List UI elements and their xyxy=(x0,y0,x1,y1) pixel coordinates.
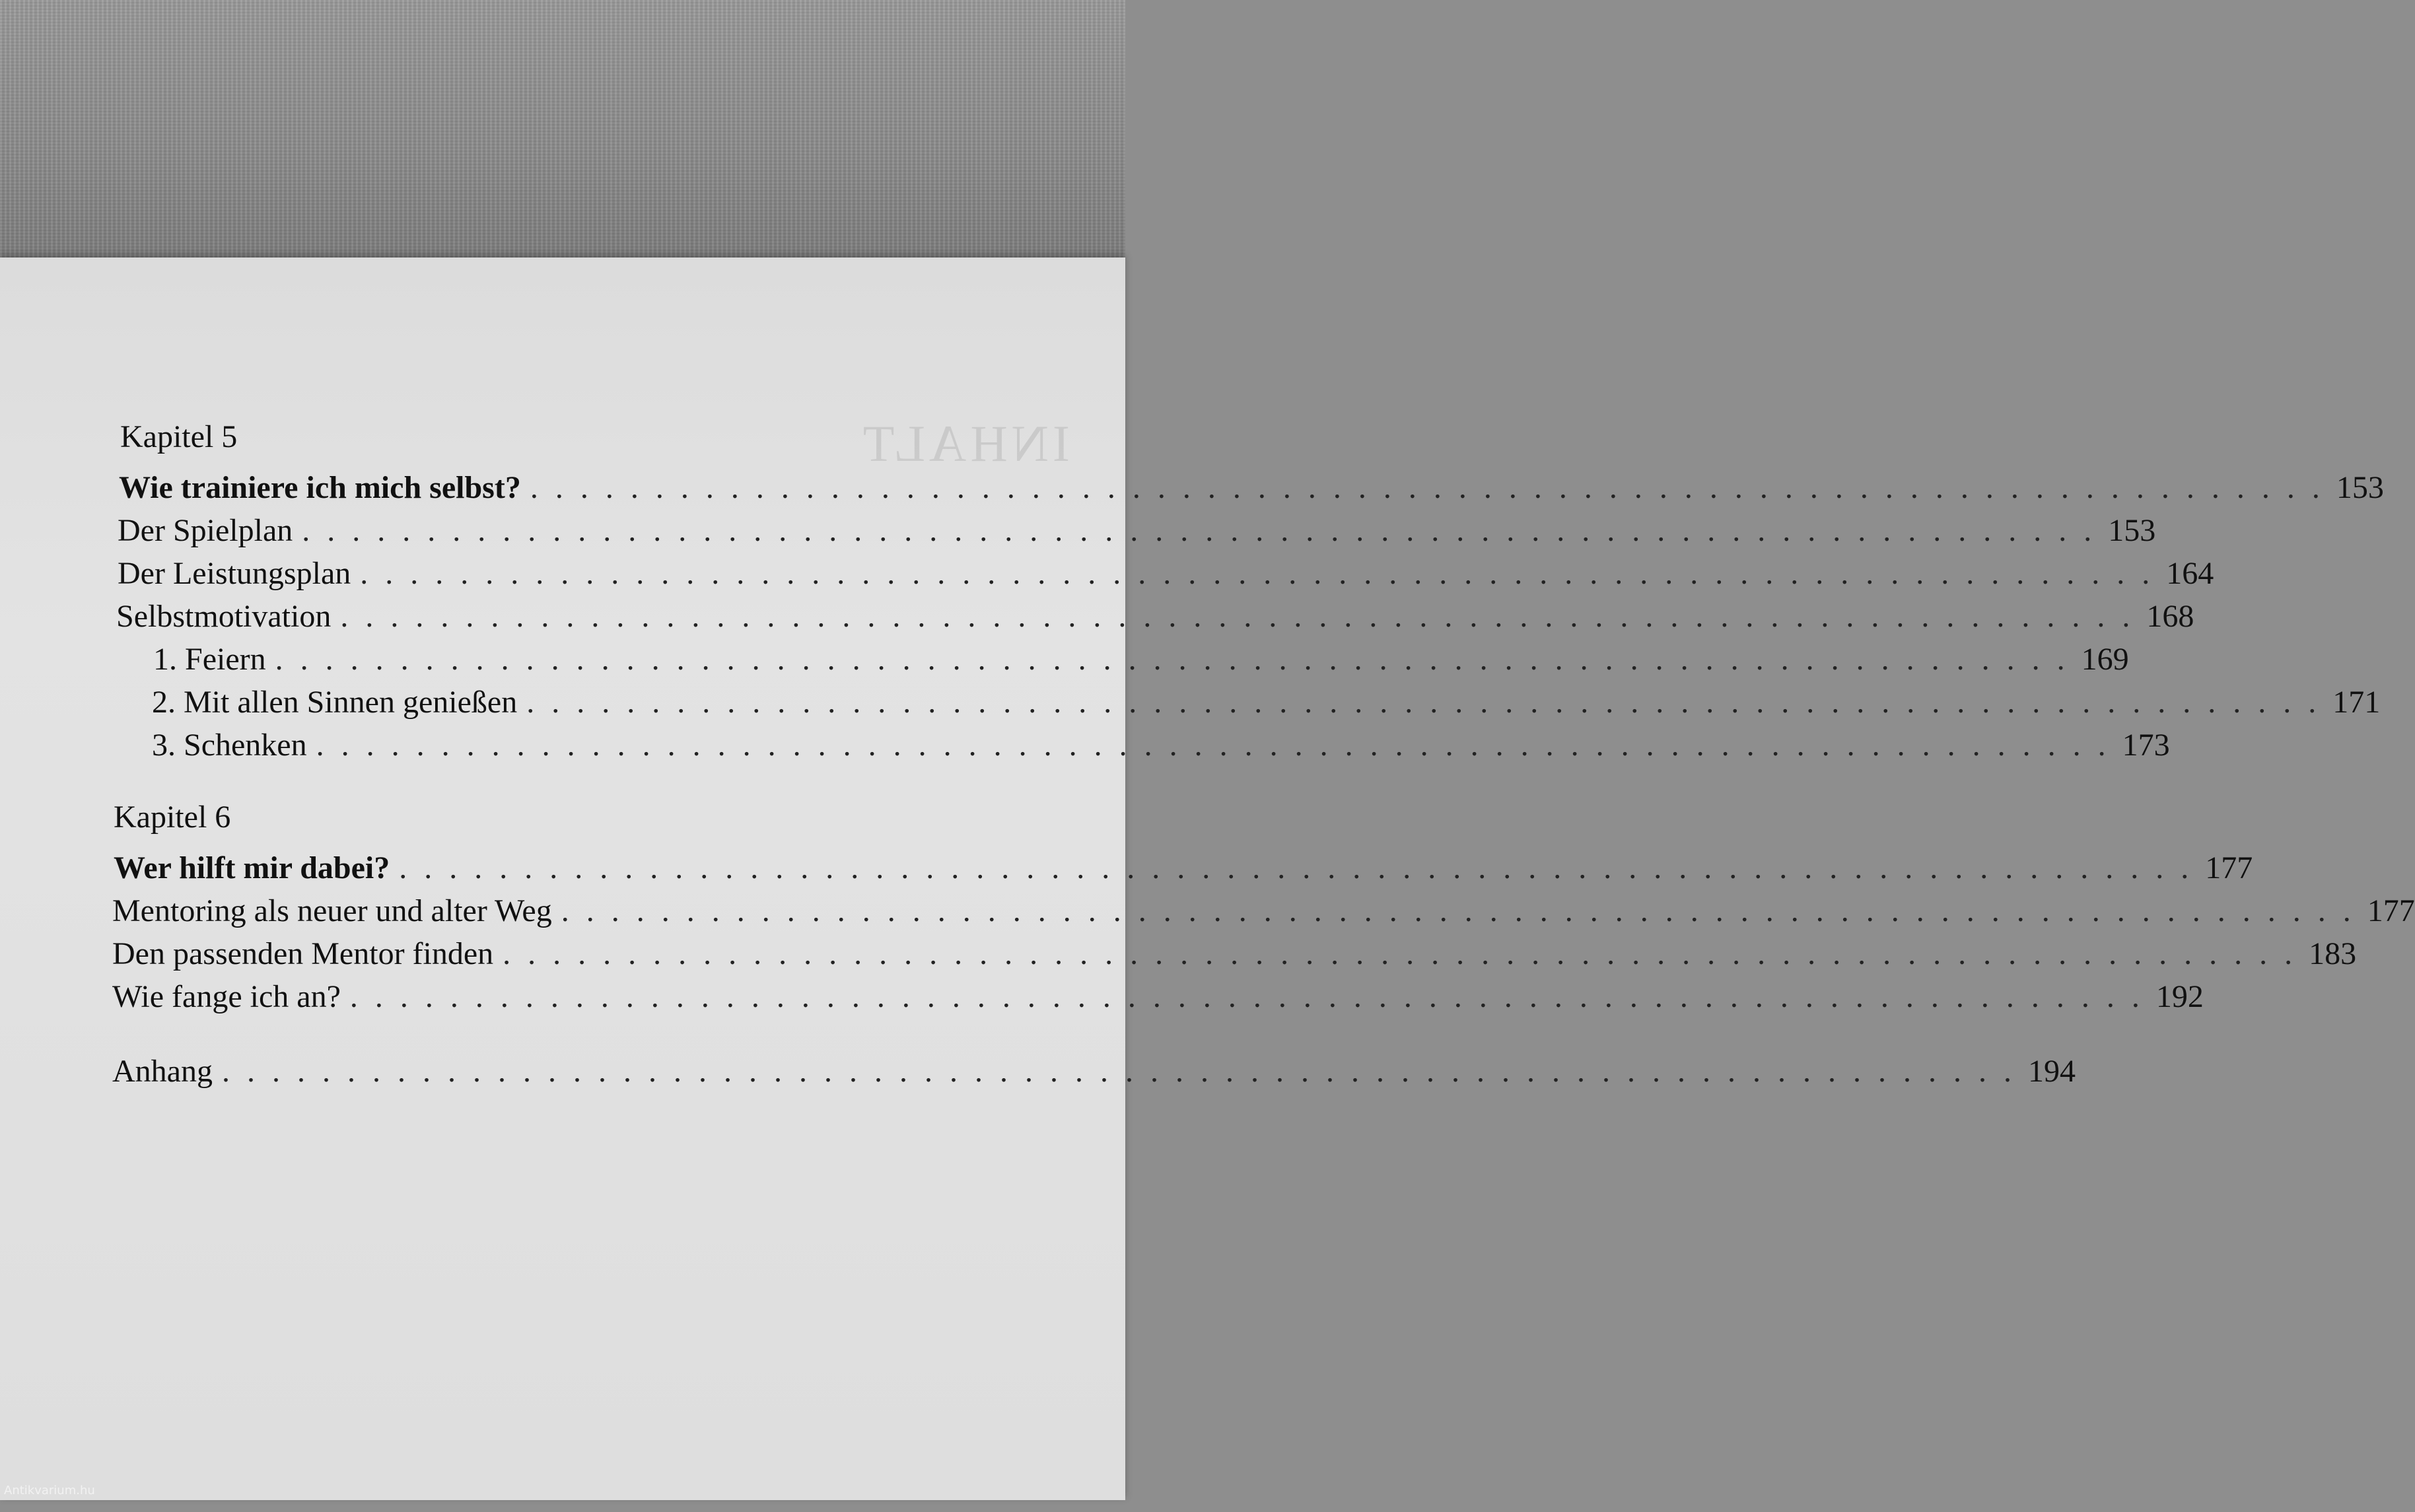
watermark: Antikvarium.hu xyxy=(4,1484,95,1497)
chapter-5-label: Kapitel 5 xyxy=(120,419,238,454)
toc-entry-title: Der Leistungsplan xyxy=(118,556,351,591)
leader-dots: . . . . . . . . . . . . . . . . . . . . . . . . . . . . . . . . . . . . . . . . . . . . . . . . . . . . . . . . . . . . . . . . . . . . . . . . xyxy=(503,936,2297,971)
toc-entry[interactable] xyxy=(118,549,2214,592)
leader-dots: . . . . . . . . . . . . . . . . . . . . . . . . . . . . . . . . . . . . . . . . . . . . . . . . . . . . . . . . . . . . . . . . . . . . . . . . xyxy=(316,728,2111,763)
toc-entry-page: 177 xyxy=(2205,850,2253,885)
toc-entry-page: 153 xyxy=(2108,513,2156,548)
table-of-contents xyxy=(0,258,2415,1500)
toc-entry-title: 1. Feiern xyxy=(153,642,266,677)
toc-entry-title: Anhang xyxy=(112,1054,213,1089)
leader-dots: . . . . . . . . . . . . . . . . . . . . . . . . . . . . . . . . . . . . . . . . . . . . . . . . . . . . . . . . . . . . . . . . . . . . . . . . xyxy=(561,893,2356,928)
toc-entry-page: 183 xyxy=(2309,936,2357,971)
toc-entry-page: 192 xyxy=(2155,979,2204,1014)
leader-dots: . . . . . . . . . . . . . . . . . . . . . . . . . . . . . . . . . . . . . . . . . . . . . . . . . . . . . . . . . . . . . . . . . . . . . . . . xyxy=(526,685,2321,720)
toc-entry[interactable] xyxy=(112,930,2357,972)
toc-entry[interactable] xyxy=(112,887,2415,929)
toc-entry-title: 3. Schenken xyxy=(152,728,307,763)
toc-entry-title: Selbstmotivation xyxy=(116,599,332,634)
toc-entry-page: 171 xyxy=(2332,685,2381,720)
toc-entry[interactable] xyxy=(118,506,2156,549)
toc-entry-chapter-6-heading[interactable] xyxy=(114,844,2253,886)
toc-entry-page: 177 xyxy=(2367,893,2415,928)
leader-dots: . . . . . . . . . . . . . . . . . . . . . . . . . . . . . . . . . . . . . . . . . . . . . . . . . . . . . . . . . . . . . . . . . . . . . . . . xyxy=(340,599,2135,634)
toc-entry-page: 168 xyxy=(2146,599,2194,634)
table-surface xyxy=(0,0,1125,264)
book-page xyxy=(0,258,2415,1500)
toc-entry[interactable] xyxy=(112,973,2204,1015)
toc-entry-page: 173 xyxy=(2122,728,2170,763)
toc-entry-title: 2. Mit allen Sinnen genießen xyxy=(152,685,518,720)
leader-dots: . . . . . . . . . . . . . . . . . . . . . . . . . . . . . . . . . . . . . . . . . . . . . . . . . . . . . . . . . . . . . . . . . . . . . . . . xyxy=(360,556,2155,591)
leader-dots: . . . . . . . . . . . . . . . . . . . . . . . . . . . . . . . . . . . . . . . . . . . . . . . . . . . . . . . . . . . . . . . . . . . . . . . . xyxy=(275,642,2070,677)
toc-entry-title: Wie trainiere ich mich selbst? xyxy=(119,470,521,505)
toc-entry-appendix[interactable] xyxy=(112,1047,2076,1089)
toc-entry-page: 169 xyxy=(2081,642,2129,677)
toc-entry[interactable] xyxy=(152,678,2381,720)
leader-dots: . . . . . . . . . . . . . . . . . . . . . . . . . . . . . . . . . . . . . . . . . . . . . . . . . . . . . . . . . . . . . . . . . . . . . . . . xyxy=(302,513,2097,548)
leader-dots: . . . . . . . . . . . . . . . . . . . . . . . . . . . . . . . . . . . . . . . . . . . . . . . . . . . . . . . . . . . . . . . . . . . . . . . . xyxy=(349,979,2144,1014)
toc-entry-title: Wie fange ich an? xyxy=(112,979,341,1014)
toc-entry-title: Mentoring als neuer und alter Weg xyxy=(112,893,552,928)
toc-entry[interactable] xyxy=(152,721,2170,763)
toc-entry-page: 153 xyxy=(2336,470,2384,505)
leader-dots: . . . . . . . . . . . . . . . . . . . . . . . . . . . . . . . . . . . . . . . . . . . . . . . . . . . . . . . . . . . . . . . . . . . . . . . . xyxy=(221,1054,2016,1089)
leader-dots: . . . . . . . . . . . . . . . . . . . . . . . . . . . . . . . . . . . . . . . . . . . . . . . . . . . . . . . . . . . . . . . . . . . . . . . . xyxy=(530,470,2325,505)
leader-dots: . . . . . . . . . . . . . . . . . . . . . . . . . . . . . . . . . . . . . . . . . . . . . . . . . . . . . . . . . . . . . . . . . . . . . . . . xyxy=(399,850,2194,885)
toc-entry-page: 164 xyxy=(2166,556,2214,591)
toc-entry[interactable] xyxy=(116,592,2194,635)
toc-entry-title: Wer hilft mir dabei? xyxy=(114,850,390,885)
toc-entry[interactable] xyxy=(153,635,2129,677)
chapter-6-label: Kapitel 6 xyxy=(114,800,231,835)
show-through-text: INHALT xyxy=(858,415,1070,472)
toc-entry-chapter-5-heading[interactable] xyxy=(119,464,2384,506)
toc-entry-page: 194 xyxy=(2027,1054,2076,1089)
toc-entry-title: Der Spielplan xyxy=(118,513,293,548)
toc-entry-title: Den passenden Mentor finden xyxy=(112,936,494,971)
